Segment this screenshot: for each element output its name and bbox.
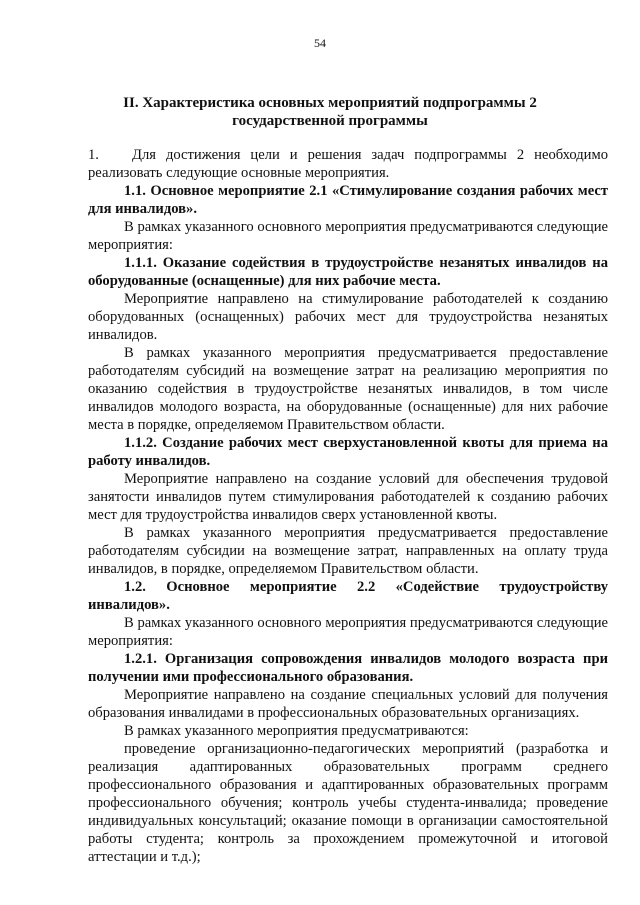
paragraph-4: В рамках указанного мероприятия предусматривается предоставление работодателям субсидий на возмещение затрат на реализацию мероприятия по оказанию содействия в трудоустройстве незанятых инвалидов, в том числе инвалидов молодого возраста, на оборудованные (оснащенные) для них рабочие места в порядке, определяемом Правительством области. — [88, 345, 608, 433]
heading-1-1-1: 1.1.1. Оказание содействия в трудоустройстве незанятых инвалидов на оборудованные (оснащенные) для них рабочие места. — [88, 255, 608, 289]
paragraph-9: В рамках указанного мероприятия предусматриваются: — [124, 723, 469, 739]
paragraph-7: В рамках указанного основного мероприятия предусматриваются следующие мероприятия: — [88, 615, 608, 649]
paragraph-number: 1. — [88, 147, 99, 163]
heading-1-2: 1.2. Основное мероприятие 2.2 «Содействие трудоустройству инвалидов». — [88, 579, 608, 613]
paragraph-6: В рамках указанного мероприятия предусматривается предоставление работодателям субсидии на возмещение затрат, направленных на оплату труда инвалидов, в порядке, определяемом Правительством области. — [88, 525, 608, 577]
paragraph-8: Мероприятие направлено на создание специальных условий для получения образования инвалидами в профессиональных образовательных организациях. — [88, 687, 608, 721]
page-number: 54 — [314, 36, 326, 50]
heading-1-1-2: 1.1.2. Создание рабочих мест сверхустановленной квоты для приема на работу инвалидов. — [88, 435, 608, 469]
document-body — [88, 146, 608, 866]
section-title: II. Характеристика основных мероприятий подпрограммы 2 государственной программы — [123, 95, 537, 129]
heading-1-2-1: 1.2.1. Организация сопровождения инвалидов молодого возраста при получении ими профессионального образования. — [88, 651, 608, 685]
paragraph-3: Мероприятие направлено на стимулирование работодателей к созданию оборудованных (оснащенных) рабочих мест для трудоустройства незанятых инвалидов. — [88, 291, 608, 343]
paragraph-10: проведение организационно-педагогических мероприятий (разработка и реализация адаптированных образовательных программ среднего профессионального образования и адаптированных образовательных программ профессионального обучения; контроль учебы студента-инвалида; проведение индивидуальных консультаций; оказание помощи в организации самостоятельной работы студента; контроль за прохождением промежуточной и итоговой аттестации и т.д.); — [88, 741, 608, 865]
paragraph-5: Мероприятие направлено на создание условий для обеспечения трудовой занятости инвалидов путем стимулирования работодателей к созданию рабочих мест для трудоустройства инвалидов сверх установленной квоты. — [88, 471, 608, 523]
paragraph-1 — [88, 146, 608, 182]
paragraph-text: Для достижения цели и решения задач подпрограммы 2 необходимо реализовать следующие основные мероприятия. — [88, 147, 608, 181]
paragraph-2: В рамках указанного основного мероприятия предусматриваются следующие мероприятия: — [88, 219, 608, 253]
heading-1-1: 1.1. Основное мероприятие 2.1 «Стимулирование создания рабочих мест для инвалидов». — [88, 183, 608, 217]
